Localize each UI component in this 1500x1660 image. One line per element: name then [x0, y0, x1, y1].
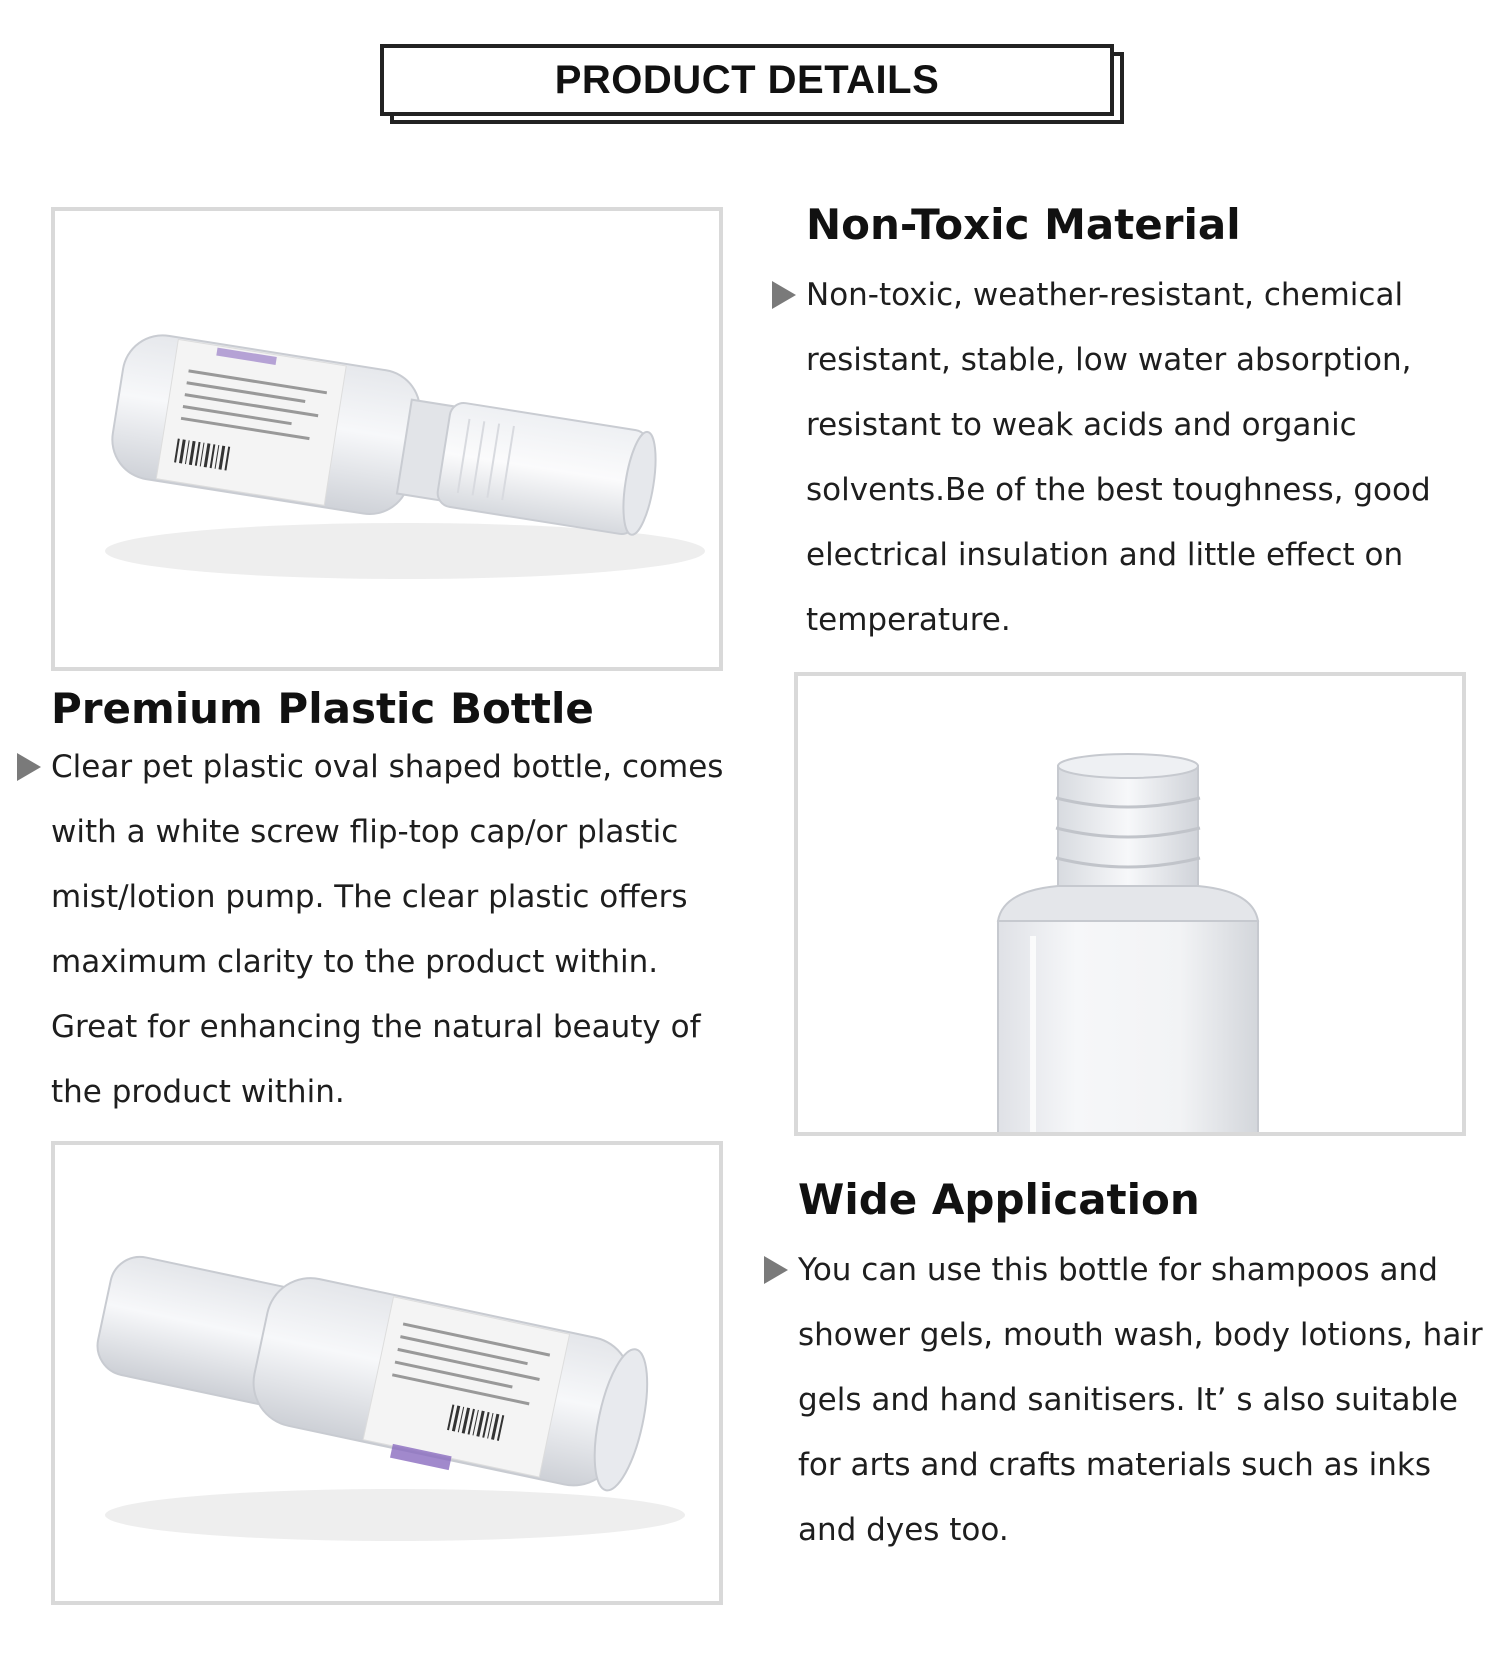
product-photo-bottle-neck [794, 672, 1466, 1136]
feature-premium-plastic-bottle [51, 684, 741, 1125]
capped-bottle-illustration [55, 1145, 719, 1601]
feature-body-wrap [806, 263, 1486, 653]
triangle-right-icon [772, 281, 796, 309]
bottle-neck-illustration [798, 676, 1462, 1132]
pump-bottle-illustration [55, 211, 719, 667]
header-banner [380, 44, 1114, 116]
feature-wide-application [798, 1175, 1488, 1563]
feature-non-toxic-material [806, 200, 1486, 653]
triangle-right-icon [17, 753, 41, 781]
feature-title: Non-Toxic Material [806, 200, 1241, 249]
feature-description: Clear pet plastic oval shaped bottle, comes with a white screw flip-top cap/or plastic mist/lotion pump. The clear plastic offers maximum clarity to the product within. Great for enhancing the natural beauty of the product within. [51, 749, 724, 1110]
page-title: PRODUCT DETAILS [554, 57, 940, 102]
feature-title: Wide Application [798, 1175, 1200, 1224]
product-photo-capped-bottle [51, 1141, 723, 1605]
feature-description: Non-toxic, weather-resistant, chemical resistant, stable, low water absorption, resistant to weak acids and organic solvents.Be of the best toughness, good electrical insulation and little effect on temperature. [806, 277, 1431, 638]
feature-title: Premium Plastic Bottle [51, 684, 594, 733]
product-photo-pump-bottle [51, 207, 723, 671]
feature-description: You can use this bottle for shampoos and shower gels, mouth wash, body lotions, hair gels and hand sanitisers. It’ s also suitable for arts and crafts materials such as inks and dyes too. [798, 1252, 1483, 1548]
feature-body-wrap [51, 735, 741, 1125]
triangle-right-icon [764, 1256, 788, 1284]
feature-body-wrap [798, 1238, 1488, 1563]
